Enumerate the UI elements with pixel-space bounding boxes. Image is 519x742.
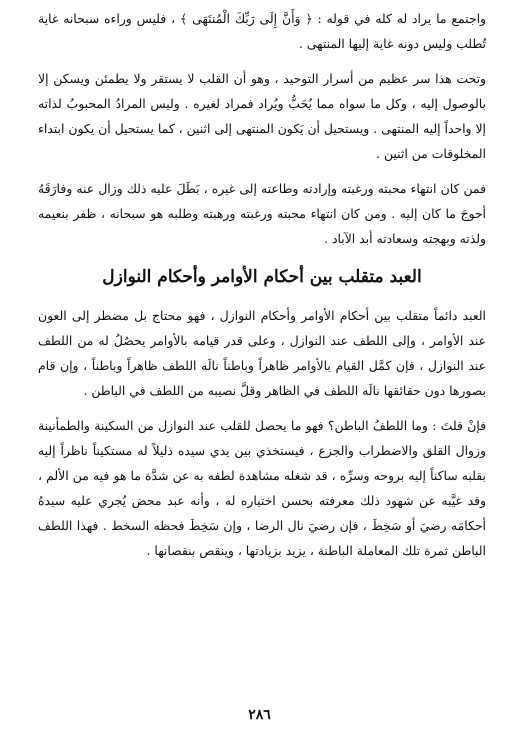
paragraph-5: فإنْ قلتَ : وما اللطفُ الباطن؟ فهو ما يحصل للقلب عند النوازل من السكينة والطمأنينة وزوال القلق والاضطراب والجزع ، فيستخذي بين يدي سيده ذليلاً له مستكيناً ناظراً إليه بقلبه ساكناً إليه بروحه وسرِّه ، قد شغله مشاهدة لطفه به عن شدَّة ما هو فيه من الألم ، وقد غيَّبه عن شهود ذلك معرفته بحسن اختياره له ، وأنه عبد محض يُجري عليه سيدهُ أحكامَه رضيَ أو سَخِطَ ، فإن رضيَ نال الرضا ، وإن سَخِطَ فحظه السخط . فهذا اللطف الباطن ثمرة تلك المعاملة الباطنة ، يزيد بزيادتها ، وينقص بنقصانها . bbox=[38, 418, 486, 558]
section-title: العبد متقلب بين أحكام الأوامر وأحكام النوازل bbox=[102, 267, 422, 287]
book-page bbox=[38, 6, 486, 736]
page-number: ٢٨٦ bbox=[248, 707, 271, 723]
paragraph-spacer bbox=[38, 403, 486, 413]
paragraph-4: العبد دائماً متقلب بين أحكام الأوامر وأحكام النوازل ، فهو محتاج بل مضطر إلى العون عند الأوامر ، وإلى اللطف عند النوازل ، وعلى قدر قيامه بالأوامر يحصُلُ له من اللطف عند النوازل ، فإن كمَّل القيام بالأوامر ظاهراً وباطناً نالَه اللطف ظاهراً وباطناً ، وإن قام بصورها دون حقائقها نالَه اللطف في الظاهر وقلَّ نصيبه من اللطف في الباطن . bbox=[38, 308, 486, 398]
paragraph-1: واجتمع ما يراد له كله في قوله : ﴿ وَأَنَّ إِلَى رَبِّكَ الْمُنتَهَى ﴾ ، فليس وراءه سبحانه غاية تُطلب وليس دونه غاية إليها المنتهى . bbox=[38, 11, 486, 51]
paragraph-spacer bbox=[38, 56, 486, 66]
paragraph-spacer bbox=[38, 166, 486, 176]
paragraph-2: وتحت هذا سر عظيم من أسرار التوحيد ، وهو أن القلب لا يستقر ولا يطمئن ويسكن إلا بالوصول إليه ، وكل ما سواه مما يُحَبُّ ويُراد فمراد لغيره . وليس المرادُ المحبوبُ لذاته إلا واحداً إليه المنتهى . ويستحيل أن يَكون المنتهى إلى اثنين ، كما يستحيل أن يكون ابتداء المخلوقات من اثنين . bbox=[38, 71, 486, 161]
paragraph-3: فمن كان انتهاء محبته ورغبته وإرادته وطاعته إلى غيره ، بَطَلَ عليه ذلك وزال عنه وفارَقَهُ أحوجَ ما كان إليه . ومن كان انتهاء محبته ورغبته ورهبته وطلبه هو سبحانه ، ظفر بنعيمه ولذته وبهجته وسعادته أبد الآباد . bbox=[38, 181, 486, 246]
